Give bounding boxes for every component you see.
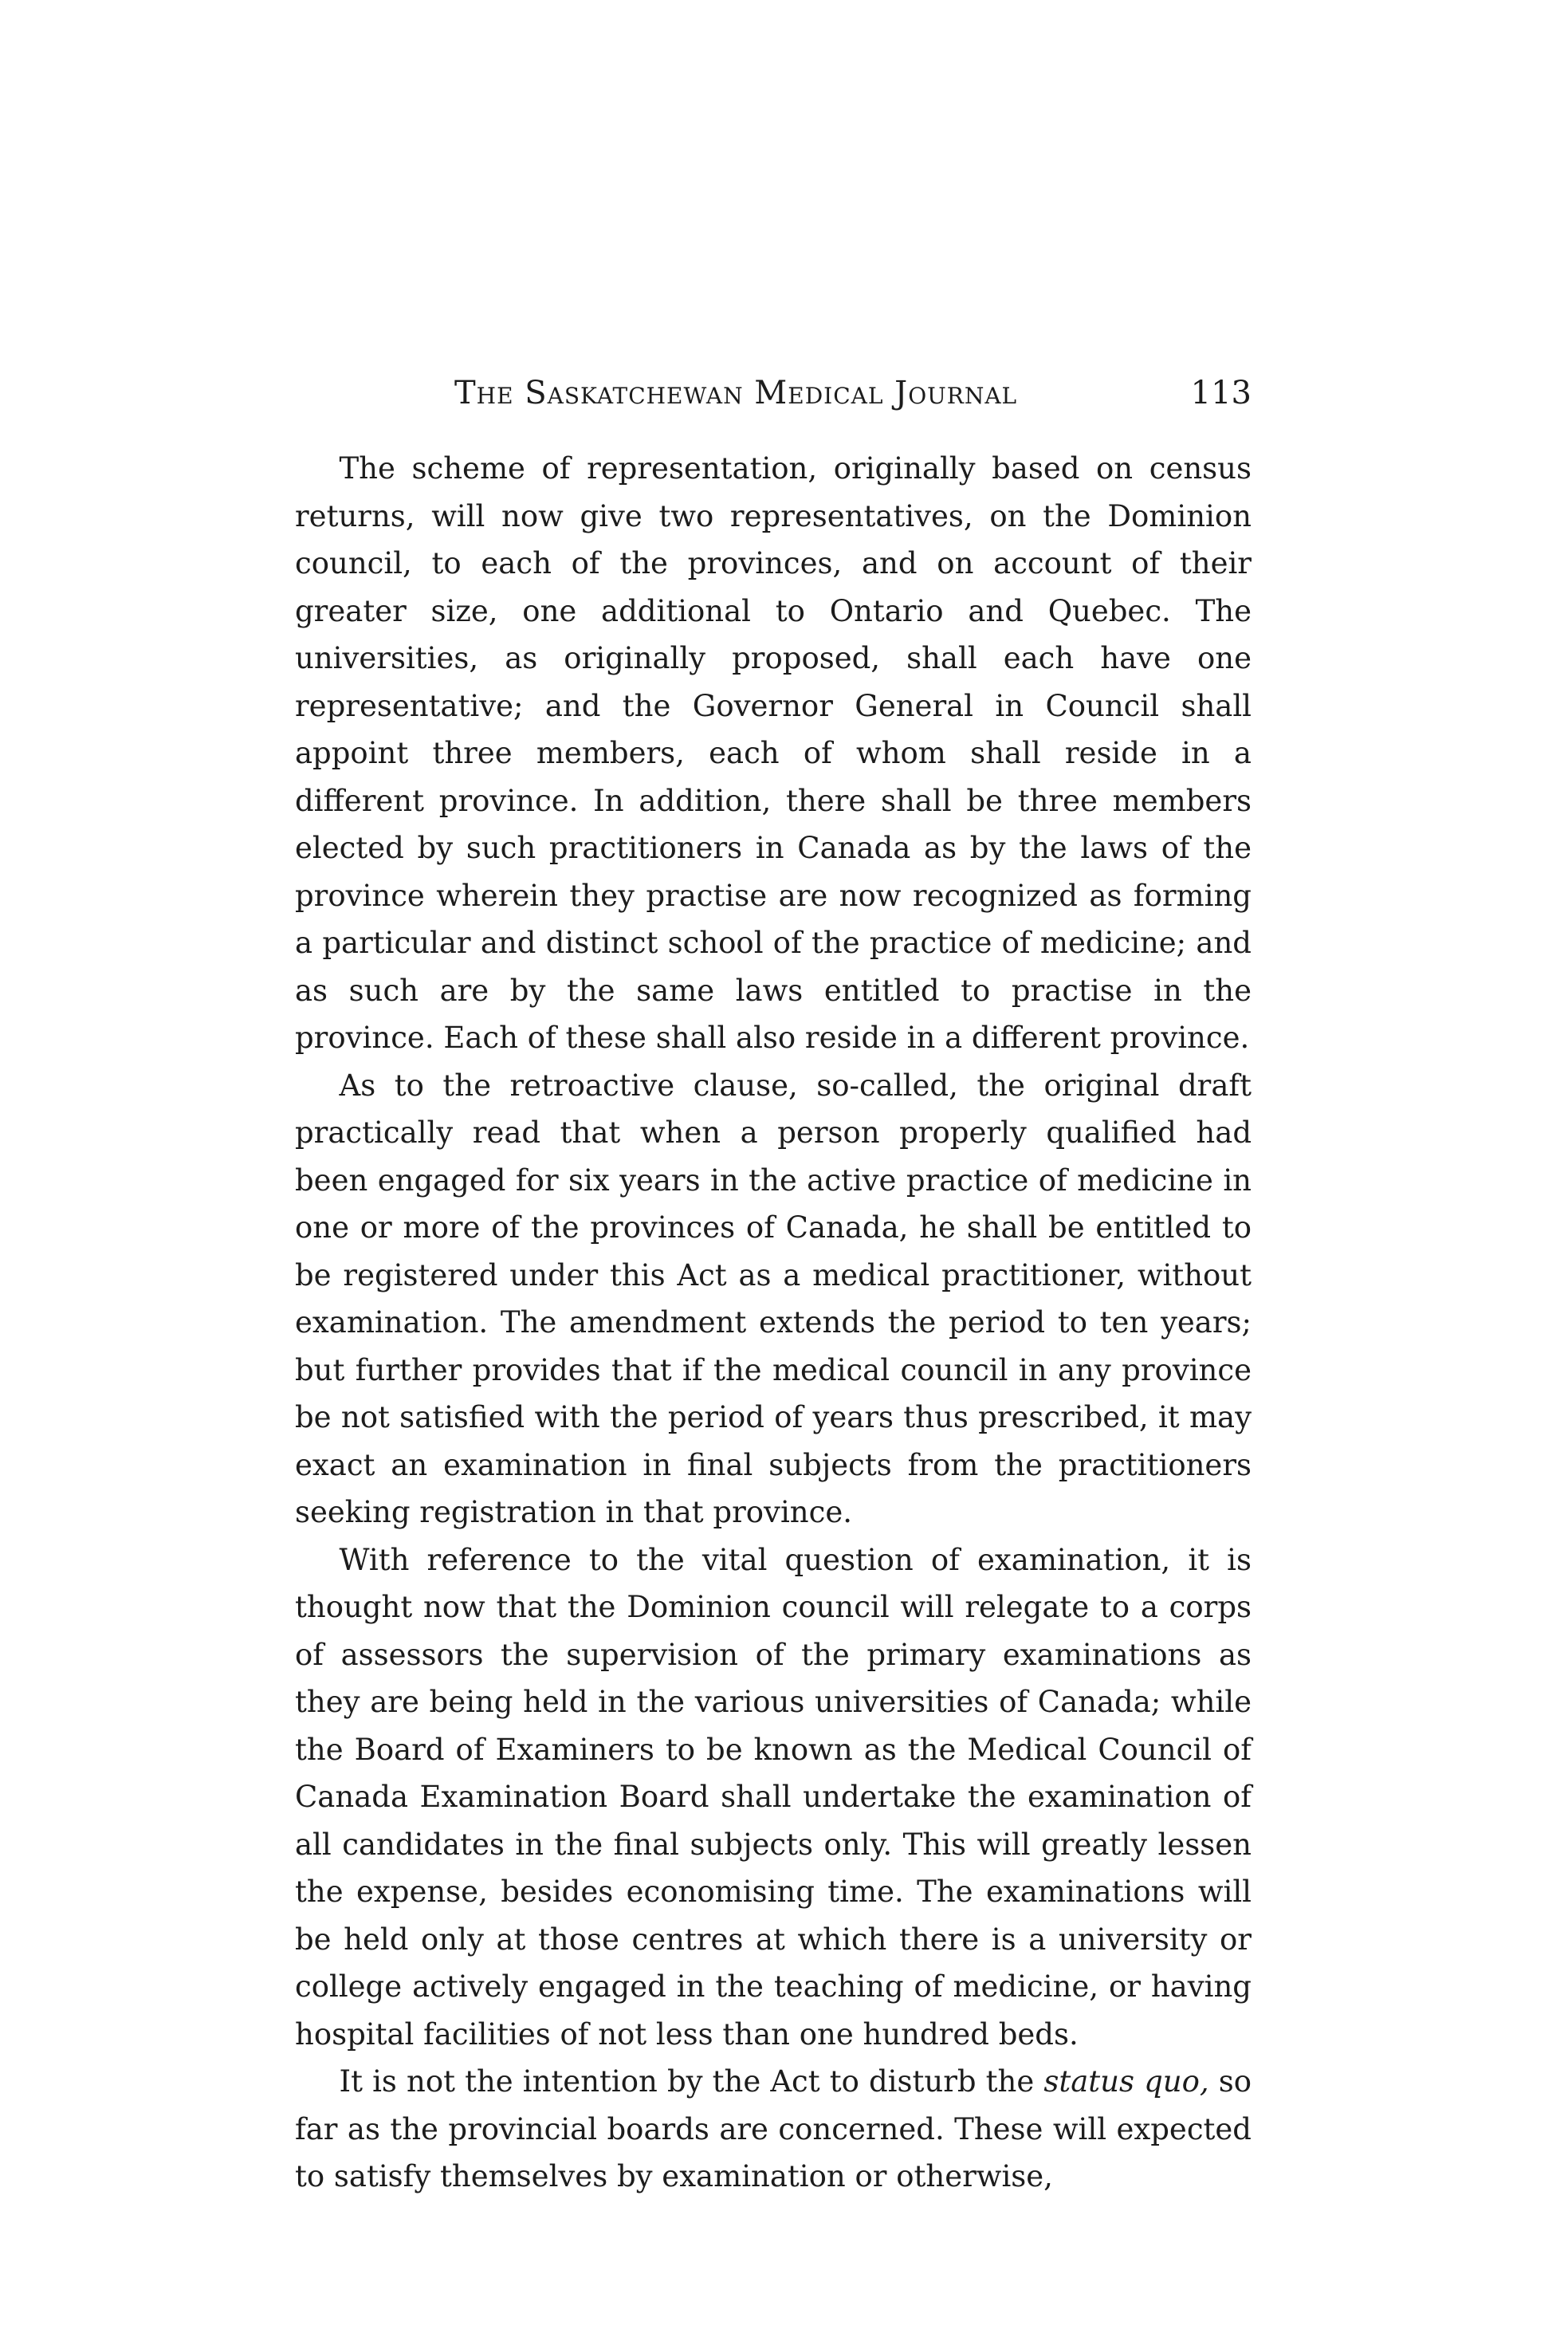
running-title: The Saskatchewan Medical Journal xyxy=(454,375,1018,411)
running-head xyxy=(295,375,1252,423)
paragraph-status-quo-text-after: so far as the provincial boards are concerned. These will expected to satisfy themselves by examination or otherwise, xyxy=(295,2064,1252,2193)
paragraph-status-quo-text-before: It is not the intention by the Act to disturb the xyxy=(339,2064,1044,2099)
page-number: 113 xyxy=(1190,375,1252,411)
journal-page xyxy=(295,375,1252,2201)
status-quo-emphasis: status quo, xyxy=(1043,2064,1209,2099)
article-body xyxy=(295,445,1252,2201)
paragraph-status-quo xyxy=(295,2058,1252,2201)
paragraph-representation: The scheme of representation, originally based on census returns, will now give two representatives, on the Dominion council, to each of the provinces, and on account of their greater size, one additional to Ontario and Quebec. The universities, as originally proposed, shall each have one representative; and the Governor General in Council shall appoint three members, each of whom shall reside in a different province. In addition, there shall be three members elected by such practitioners in Canada as by the laws of the province wherein they practise are now recognized as forming a particular and distinct school of the practice of medicine; and as such are by the same laws entitled to practise in the province. Each of these shall also reside in a different province. xyxy=(295,451,1252,1055)
paragraph-retroactive-clause: As to the retroactive clause, so-called, the original draft practically read that when a person properly qualified had been engaged for six years in the active practice of medicine in one or more of the provinces of Canada, he shall be entitled to be registered under this Act as a medical practitioner, without examination. The amendment extends the period to ten years; but further provides that if the medical council in any province be not satisfied with the period of years thus prescribed, it may exact an examination in final subjects from the practitioners seeking registration in that province. xyxy=(295,1068,1252,1529)
paragraph-examination: With reference to the vital question of examination, it is thought now that the Dominion council will relegate to a corps of assessors the supervision of the primary examinations as they are being held in the various universities of Canada; while the Board of Examiners to be known as the Medical Council of Canada Examination Board shall undertake the examination of all candidates in the final subjects only. This will greatly lessen the expense, besides economising time. The examinations will be held only at those centres at which there is a university or college actively engaged in the teaching of medicine, or having hospital facilities of not less than one hundred beds. xyxy=(295,1542,1252,2052)
